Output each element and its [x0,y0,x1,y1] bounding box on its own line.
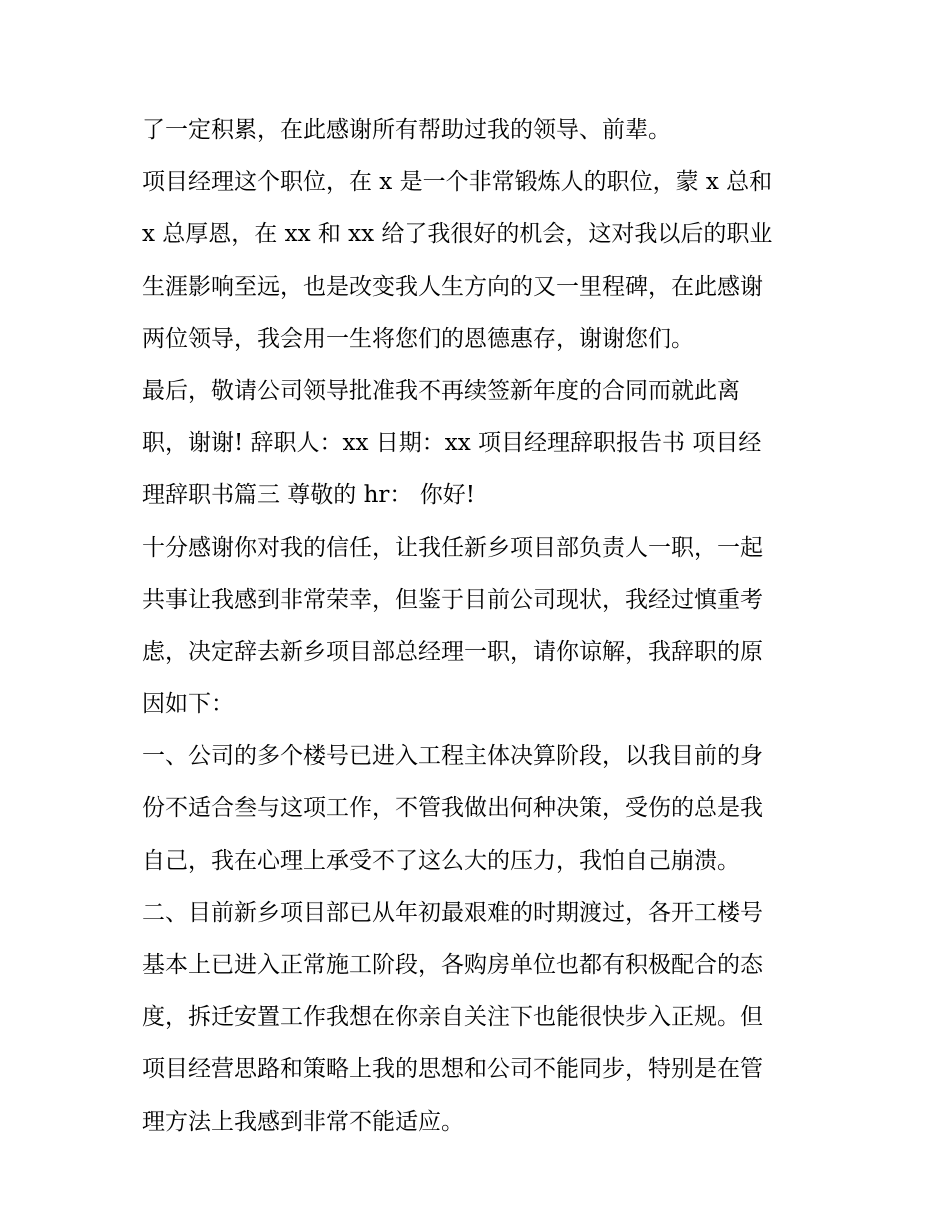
text-line: 项目经营思路和策略上我的思想和公司不能同步，特别是在管 [142,1056,763,1083]
text-line: 十分感谢你对我的信任，让我任新乡项目部负责人一职，一起 [142,534,763,561]
text-line: 二、目前新乡项目部已从年初最艰难的时期渡过，各开工楼号 [142,899,763,926]
text-line: 两位领导，我会用一生将您们的恩德惠存，谢谢您们。 [142,325,694,352]
text-line: x 总厚恩，在 xx 和 xx 给了我很好的机会，这对我以后的职业 [142,221,773,248]
text-line: 份不适合叁与这项工作，不管我做出何种决策，受伤的总是我 [142,795,763,822]
text-line: 项目经理这个职位，在 x 是一个非常锻炼人的职位，蒙 x 总和 [142,169,773,196]
document-body [142,104,822,1148]
text-line: 一、公司的多个楼号已进入工程主体决算阶段，以我目前的身 [142,743,763,770]
text-line: 虑，决定辞去新乡项目部总经理一职，请你谅解，我辞职的原 [142,638,763,665]
text-line: 共事让我感到非常荣幸，但鉴于目前公司现状，我经过慎重考 [142,586,763,613]
text-line: 度，拆迁安置工作我想在你亲自关注下也能很快步入正规。但 [142,1004,763,1031]
text-line: 最后，敬请公司领导批准我不再续签新年度的合同而就此离 [142,377,740,404]
text-line: 基本上已进入正常施工阶段，各购房单位也都有积极配合的态 [142,952,763,978]
text-line: 了一定积累，在此感谢所有帮助过我的领导、前辈。 [142,117,671,143]
text-line: 生涯影响至远，也是改变我人生方向的又一里程碑，在此感谢 [142,273,763,300]
text-line: 职，谢谢! 辞职人：xx 日期：xx 项目经理辞职报告书 项目经 [142,430,762,457]
text-line: 理方法上我感到非常不能适应。 [142,1108,464,1135]
text-line: 因如下： [142,691,234,718]
text-line: 自己，我在心理上承受不了这么大的压力，我怕自己崩溃。 [142,847,740,874]
text-line: 理辞职书篇三 尊敬的 hr： 你好! [142,482,475,509]
